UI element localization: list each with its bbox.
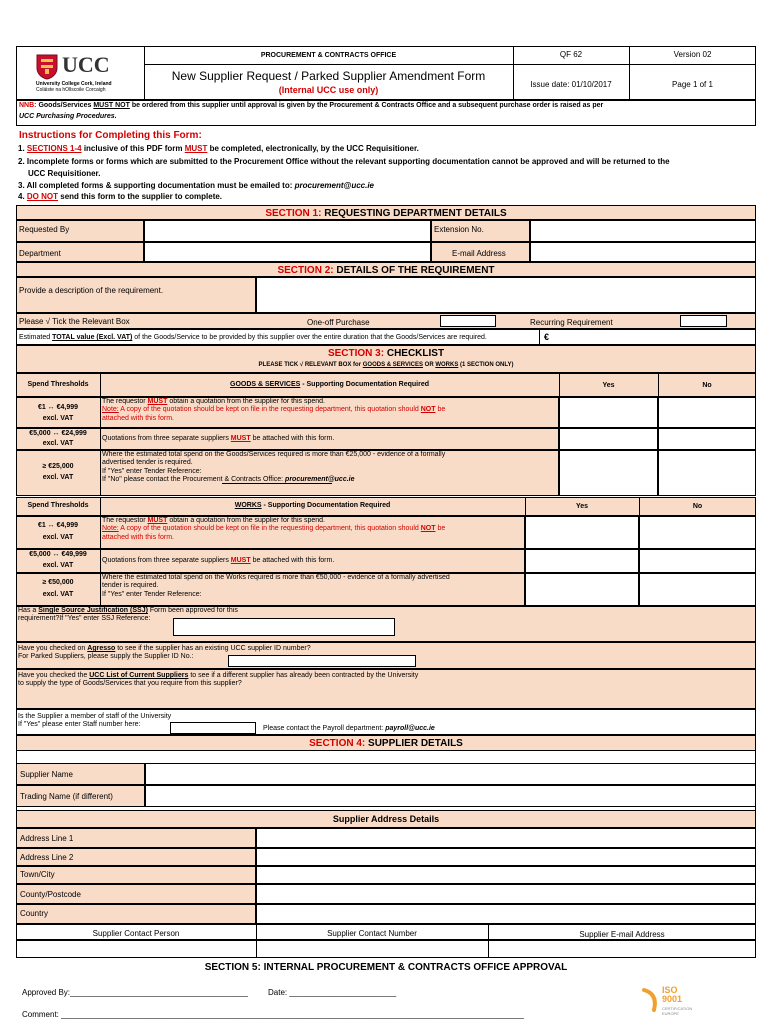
approved-by-line[interactable]: ________________________________________ (70, 988, 248, 997)
goods-yes-3[interactable] (559, 450, 658, 496)
supplier-id-input[interactable] (228, 655, 416, 667)
addr1-label: Address Line 1 (20, 834, 74, 843)
works-yes-2[interactable] (525, 549, 639, 573)
contact-person-label: Supplier Contact Person (92, 929, 180, 938)
town-label: Town/City (20, 870, 55, 879)
addr2-label: Address Line 2 (20, 853, 74, 862)
extension-label: Extension No. (434, 225, 484, 234)
instruction-2b: UCC Requisitioner. (28, 169, 101, 178)
w2-b: be attached with this form. (250, 557, 335, 564)
instruction-1-text-b: be completed, electronically, by the UCC Requisitioner. (207, 144, 419, 153)
office-name: PROCUREMENT & CONTRACTS OFFICE (260, 52, 397, 59)
internal-use-note: (Internal UCC use only) (278, 85, 379, 95)
section-2-header (16, 262, 756, 277)
works-range-3: ≥ €50,000 (42, 579, 74, 586)
country-input[interactable] (256, 904, 756, 924)
country-label-cell (16, 904, 256, 924)
contact-number-label: Supplier Contact Number (327, 929, 417, 938)
ucc-supplier-list-link[interactable]: UCC List of Current Suppliers (89, 672, 189, 679)
requested-by-label: Requested By (19, 225, 70, 234)
header-row-divider (144, 64, 756, 65)
list-c: to supply the type of Goods/Services that you require from this supplier? (18, 680, 242, 688)
ucc-logo-sub2: Coláiste na hOllscoile Corcaigh (36, 87, 106, 93)
w3-l1: Where the estimated total spend on the Works required is more than €50,000 - evidence of a formally advertised (102, 574, 450, 581)
section-4-num: SECTION 4: (309, 738, 366, 749)
sections-1-4-link[interactable]: SECTIONS 1-4 (26, 144, 82, 153)
g1-b: obtain a quotation from the supplier for this spend. (167, 398, 325, 405)
w2-must: MUST (230, 557, 251, 564)
g1-note-b: be (435, 406, 446, 414)
form-code: QF 62 (559, 50, 583, 59)
instruction-2: 2. Incomplete forms or forms which are submitted to the Procurement Office without the relevant supporting documentation cannot be approved and will be returned to the (18, 157, 670, 166)
works-range-1: €1 ↔ €4,999 (37, 522, 79, 529)
g1-note-c: attached with this form. (102, 414, 174, 422)
estimate-text-b: of the Goods/Service to be provided by this supplier over the entire duration that the Goods/Services are required. (132, 334, 487, 341)
works-yes-header: Yes (575, 503, 589, 510)
list-b: to see if a different supplier has already been contracted by the University (188, 672, 419, 679)
version: Version 02 (673, 50, 712, 59)
goods-head: - Supporting Documentation Required (300, 381, 429, 388)
g3-l1: Where the estimated total spend on the Goods/Services required is more than €25,000 - evidence of a formally (102, 451, 446, 458)
town-input[interactable] (256, 866, 756, 884)
iso-l2: 9001 (662, 994, 683, 1004)
payroll-email[interactable]: payroll@ucc.ie (385, 725, 435, 732)
procurement-email[interactable]: procurement@ucc.ie (294, 181, 375, 190)
email-label: E-mail Address (452, 249, 506, 258)
address-header-label: Supplier Address Details (332, 814, 440, 824)
county-input[interactable] (256, 884, 756, 904)
goods-yes-1[interactable] (559, 397, 658, 428)
section-4-title: SUPPLIER DETAILS (365, 738, 463, 749)
iso-9001-badge (642, 985, 702, 1019)
ag-c: For Parked Suppliers, please supply the Supplier ID No.: (18, 653, 194, 661)
w1-note-c: attached with this form. (102, 533, 174, 541)
staff-text (18, 713, 171, 730)
w3-l3: If "Yes" enter Tender Reference: (102, 590, 202, 598)
extension-input[interactable] (530, 220, 756, 242)
works-no-2[interactable] (639, 549, 756, 573)
trading-name-input[interactable] (145, 785, 756, 807)
section-3-num: SECTION 3: (327, 348, 385, 359)
w1-a: The requestor (102, 517, 148, 524)
estimate-total-value: TOTAL value (Excl. VAT) (52, 334, 133, 341)
works-doc-header (100, 502, 525, 509)
works-yes-1[interactable] (525, 516, 639, 549)
recurring-label: Recurring Requirement (530, 318, 613, 327)
goods-excl-1: excl. VAT (42, 415, 74, 422)
goods-tender-ref-input[interactable] (222, 474, 332, 484)
g1-must: MUST (147, 398, 168, 405)
works-row-3-divider (100, 573, 101, 606)
nnb-part1: Goods/Services (36, 102, 94, 109)
works-head-u: WORKS (234, 502, 262, 509)
addr2-input[interactable] (256, 848, 756, 866)
goods-row-2-divider (100, 428, 101, 450)
ssj-c: requirement?If "Yes" enter SSJ Reference: (18, 615, 151, 623)
g2-a: Quotations from three separate suppliers (102, 435, 231, 442)
supplier-name-label: Supplier Name (20, 770, 73, 779)
form-title: New Supplier Request / Parked Supplier Amendment Form (171, 69, 486, 83)
w1-note-a: A copy of the quotation should be kept on file in the requesting department, this quotation should (118, 525, 421, 533)
staff-number-input[interactable] (170, 722, 256, 734)
g1-note-lbl: Note: (102, 406, 119, 414)
oneoff-checkbox[interactable] (440, 315, 496, 327)
email-input[interactable] (530, 242, 756, 262)
oneoff-label: One-off Purchase (307, 318, 370, 327)
w1-note-not: NOT (420, 525, 436, 533)
iso-l1: ISO (662, 985, 678, 995)
sec3-sub-b: (1 SECTION ONLY) (458, 362, 514, 368)
g3-l4a: If "No" please contact the Procurement & Contracts Office: (102, 476, 286, 484)
description-label-cell (16, 277, 256, 313)
works-row-1-text (102, 517, 526, 542)
contact-email-input[interactable] (488, 940, 756, 958)
ucc-logo (36, 52, 126, 96)
estimate-value-input[interactable] (553, 330, 755, 344)
goods-no-header: No (702, 382, 712, 389)
ucc-logo-text: UCC (62, 52, 110, 77)
goods-range-2: €5,000 ↔ €24,999 (29, 430, 87, 437)
g1-a: The requestor (102, 398, 148, 405)
sec3-sub-a: PLEASE TICK √ RELEVANT BOX for (258, 362, 363, 368)
instruction-1-num: 1. (18, 144, 25, 153)
works-row-2-text (102, 557, 334, 564)
w1-b: obtain a quotation from the supplier for this spend. (167, 517, 325, 524)
country-label: Country (20, 909, 49, 918)
date-line[interactable]: ________________________ (289, 988, 397, 997)
ucc-list-text (18, 672, 418, 689)
iso-l4: EUROPE (662, 1011, 679, 1016)
iso-l3: CERTIFICATION (662, 1006, 693, 1011)
g3-procurement-email[interactable]: procurement@ucc.ie (285, 476, 355, 484)
goods-no-3[interactable] (658, 450, 756, 496)
g3-l3: If "Yes" enter Tender Reference: (102, 467, 202, 475)
instruction-4-text: send this form to the supplier to complete. (58, 192, 223, 201)
goods-row-2-text (102, 435, 334, 442)
ag-b: to see if the supplier has an existing UCC supplier ID number? (115, 645, 311, 652)
iso-badge-icon (642, 988, 660, 1012)
works-no-header: No (692, 503, 703, 510)
page-number: Page 1 of 1 (672, 80, 713, 89)
trading-name-label: Trading Name (if different) (20, 792, 113, 801)
section-5-header: SECTION 5: INTERNAL PROCUREMENT & CONTRACTS OFFICE APPROVAL (204, 962, 568, 973)
goods-yes-header: Yes (602, 382, 615, 389)
instruction-1-must: MUST (184, 144, 208, 153)
staff-b: If "Yes" please enter Staff number here: (18, 721, 141, 729)
estimate-text-a: Estimated (19, 334, 53, 341)
g2-b: be attached with this form. (250, 435, 335, 442)
contact-email-label: Supplier E-mail Address (579, 930, 665, 939)
euro-symbol: € (544, 332, 550, 342)
works-excl-3: excl. VAT (42, 591, 74, 598)
nnb-text (19, 102, 753, 110)
comment-label: Comment: (22, 1010, 59, 1019)
g1-note-a: A copy of the quotation should be kept on file in the requesting department, this quotation should (118, 406, 421, 414)
works-yes-3[interactable] (525, 573, 639, 606)
works-excl-1: excl. VAT (42, 534, 74, 541)
section-1-num: SECTION 1: (265, 208, 322, 219)
nnb-lead: NNB: (19, 102, 37, 109)
works-head: - Supporting Documentation Required (261, 502, 391, 509)
ssj-u: Single Source Justification (SSJ) (38, 607, 148, 614)
ssj-reference-input[interactable] (173, 618, 395, 636)
approved-by-label: Approved By: (22, 988, 71, 997)
comment-row (22, 1010, 524, 1019)
staff-a: Is the Supplier a member of staff of the University (18, 713, 172, 720)
instruction-1 (18, 144, 419, 153)
section-4-header (16, 735, 756, 751)
works-no-3[interactable] (639, 573, 756, 606)
g2-must: MUST (230, 435, 251, 442)
works-range-2: €5,000 ↔ €49,999 (29, 551, 87, 558)
ucc-crest-icon (36, 54, 58, 80)
county-label: County/Postcode (20, 890, 81, 899)
comment-line[interactable]: ________________________________________________________________________________________________________ (61, 1010, 524, 1019)
w2-a: Quotations from three separate suppliers (102, 557, 231, 564)
goods-no-2[interactable] (658, 428, 756, 450)
description-input[interactable] (256, 277, 756, 313)
description-label: Provide a description of the requirement. (19, 286, 164, 295)
sec3-sub-goods: GOODS & SERVICES (362, 362, 423, 368)
goods-row-1-text (102, 398, 558, 423)
ssj-b: Form been approved for this (147, 607, 238, 614)
instruction-4-donot: DO NOT (26, 192, 59, 201)
approved-by-row (22, 988, 248, 997)
estimate-divider (539, 329, 540, 345)
instruction-3-text: 3. All completed forms & supporting documentation must be emailed to: (18, 181, 295, 190)
works-excl-2: excl. VAT (42, 562, 74, 569)
works-row-2-divider (100, 549, 101, 573)
sec3-sub-or: OR (422, 362, 436, 368)
goods-range-1: €1 ↔ €4,999 (37, 404, 79, 411)
works-row-1-divider (100, 516, 101, 549)
w1-note-b: be (435, 525, 446, 533)
goods-row-3-divider (100, 450, 101, 496)
contact-number-input[interactable] (256, 940, 489, 958)
goods-range-3: ≥ €25,000 (42, 463, 74, 470)
works-spend-header: Spend Thresholds (27, 502, 89, 509)
ag-a: Have you checked on (18, 645, 88, 652)
instruction-1-text-a: inclusive of this PDF form (81, 144, 185, 153)
works-row-3-text (102, 574, 526, 599)
goods-no-1[interactable] (658, 397, 756, 428)
nnb-part2: be ordered from this supplier until approval is given by the Procurement & Contracts Office and a subsequent purchase order is raised as per (129, 102, 604, 109)
instructions-title: Instructions for Completing this Form: (19, 130, 202, 141)
goods-spend-header: Spend Thresholds (27, 381, 89, 388)
section-2-num: SECTION 2: (277, 265, 334, 276)
issue-date: Issue date: 01/10/2017 (530, 80, 612, 89)
section-4-gap (16, 751, 756, 763)
instruction-4 (18, 192, 222, 201)
contact-person-input[interactable] (16, 940, 257, 958)
section-2-title: DETAILS OF THE REQUIREMENT (333, 265, 495, 276)
addr1-input[interactable] (256, 828, 756, 848)
goods-excl-2: excl. VAT (42, 440, 74, 447)
sec3-sub-works: WORKS (435, 362, 459, 368)
department-input[interactable] (144, 242, 431, 262)
w1-note-lbl: Note: (102, 525, 119, 533)
section-1-title: REQUESTING DEPARTMENT DETAILS (321, 208, 507, 219)
department-label: Department (19, 249, 61, 258)
goods-doc-header (100, 381, 559, 388)
payroll-text (263, 725, 435, 732)
nnb-must-not: MUST NOT (93, 102, 130, 109)
tick-label: Please √ Tick the Relevant Box (19, 317, 130, 326)
section-3-sub (17, 361, 755, 370)
instruction-4-num: 4. (18, 192, 27, 201)
goods-row-1-divider (100, 397, 101, 428)
date-label: Date: (268, 988, 288, 997)
ucc-logo-sub1: University College Cork, Ireland (36, 81, 112, 87)
ssj-a: Has a (18, 607, 39, 614)
w3-l2: tender is required. (102, 582, 159, 590)
goods-yes-2[interactable] (559, 428, 658, 450)
supplier-name-input[interactable] (145, 763, 756, 785)
works-no-1[interactable] (639, 516, 756, 549)
g1-note-not: NOT (420, 406, 436, 414)
section-1-header (16, 205, 756, 220)
list-a: Have you checked the (18, 672, 90, 679)
g3-l2: advertised tender is required. (102, 459, 193, 467)
goods-excl-3: excl. VAT (42, 474, 74, 481)
instruction-3 (18, 181, 374, 190)
requested-by-input[interactable] (144, 220, 431, 242)
section-3-header (16, 345, 756, 373)
agresso-link[interactable]: Agresso (87, 645, 116, 652)
recurring-checkbox[interactable] (680, 315, 727, 327)
goods-head-u: GOODS & SERVICES (230, 381, 301, 388)
section-3-title: CHECKLIST (384, 348, 445, 359)
date-row (268, 988, 396, 997)
payroll-a: Please contact the Payroll department: (263, 725, 386, 732)
estimate-label (19, 334, 487, 341)
nnb-line2: UCC Purchasing Procedures. (19, 113, 117, 120)
w1-must: MUST (147, 517, 168, 524)
